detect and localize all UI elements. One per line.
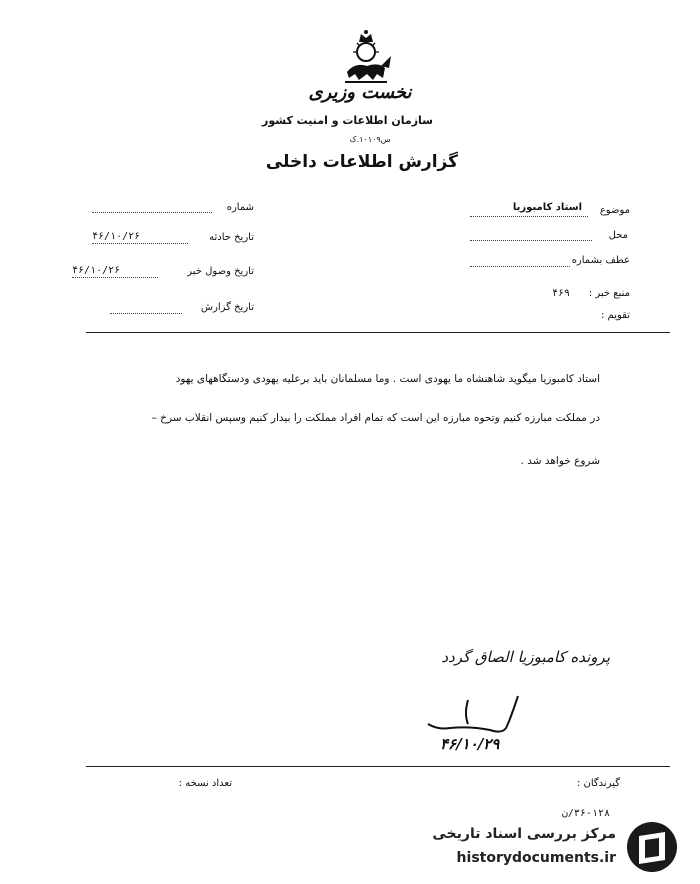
cross-reference-dotted-line <box>470 266 570 267</box>
report-body-line-2: در مملکت مبارزه کنیم وتحوه مبارزه این است که تمام افراد مملکت را بیدار کنیم وسپس انقلاب سرخ – <box>151 412 600 424</box>
cross-reference-label: عطف بشماره <box>571 255 630 266</box>
event-date-dotted-line <box>92 243 188 244</box>
report-date-label: تاریخ گزارش <box>200 302 254 313</box>
receipt-date-dotted-line <box>72 277 158 278</box>
archive-logo-icon <box>625 820 679 874</box>
lion-and-sun-emblem-icon <box>337 28 395 86</box>
org-name-prime-ministry: نخست وزیری <box>308 82 412 103</box>
receipt-date-value: ۴۶/۱۰/۲۶ <box>72 265 121 276</box>
source-label: منبع خبر : <box>588 288 630 299</box>
report-body-line-1: استاد کامبوزیا میگوید شاهنشاه ما یهودی است . وما مسلمانان باید برعلیه یهودی ودستگاههای یهود <box>175 373 600 385</box>
report-body-line-3: شروع خواهد شد . <box>520 455 600 467</box>
reference-code: س۱۰۱۰۹.ک <box>349 135 391 144</box>
subject-label: موضوع <box>599 205 630 216</box>
subject-value: استاد کامبوزیا <box>512 202 582 213</box>
source-value: ۴۶۹ <box>551 288 570 299</box>
handwritten-note: پرونده کامبوزیا الصاق گردد <box>441 648 610 666</box>
handwritten-signature-icon <box>410 690 530 740</box>
report-date-dotted-line <box>110 313 182 314</box>
document-code: ۳۶-۱۲۸/ن <box>561 808 610 819</box>
number-label: شماره <box>226 202 254 213</box>
recipients-label: گیرندگان : <box>576 778 620 789</box>
subject-dotted-line <box>470 216 588 217</box>
event-date-value: ۴۶/۱۰/۲۶ <box>92 231 141 242</box>
handwritten-date: ۴۶/۱۰/۲۹ <box>440 735 500 753</box>
number-dotted-line <box>92 212 212 213</box>
footer-divider <box>86 766 670 767</box>
header-divider <box>86 332 670 333</box>
event-date-label: تاریخ حادثه <box>209 232 254 243</box>
place-label: محل <box>608 230 628 241</box>
place-dotted-line <box>470 240 592 241</box>
copies-label: تعداد نسخه : <box>178 778 232 789</box>
org-name-savak: سازمان اطلاعات و امنیت کشور <box>262 114 433 127</box>
archive-name: مرکز بررسی اسناد تاریخی <box>432 826 616 842</box>
receipt-date-label: تاریخ وصول خبر <box>187 266 254 277</box>
form-title: گزارش اطلاعات داخلی <box>265 152 458 172</box>
assessment-label: تقویم : <box>601 310 630 321</box>
archive-website: historydocuments.ir <box>456 850 616 866</box>
